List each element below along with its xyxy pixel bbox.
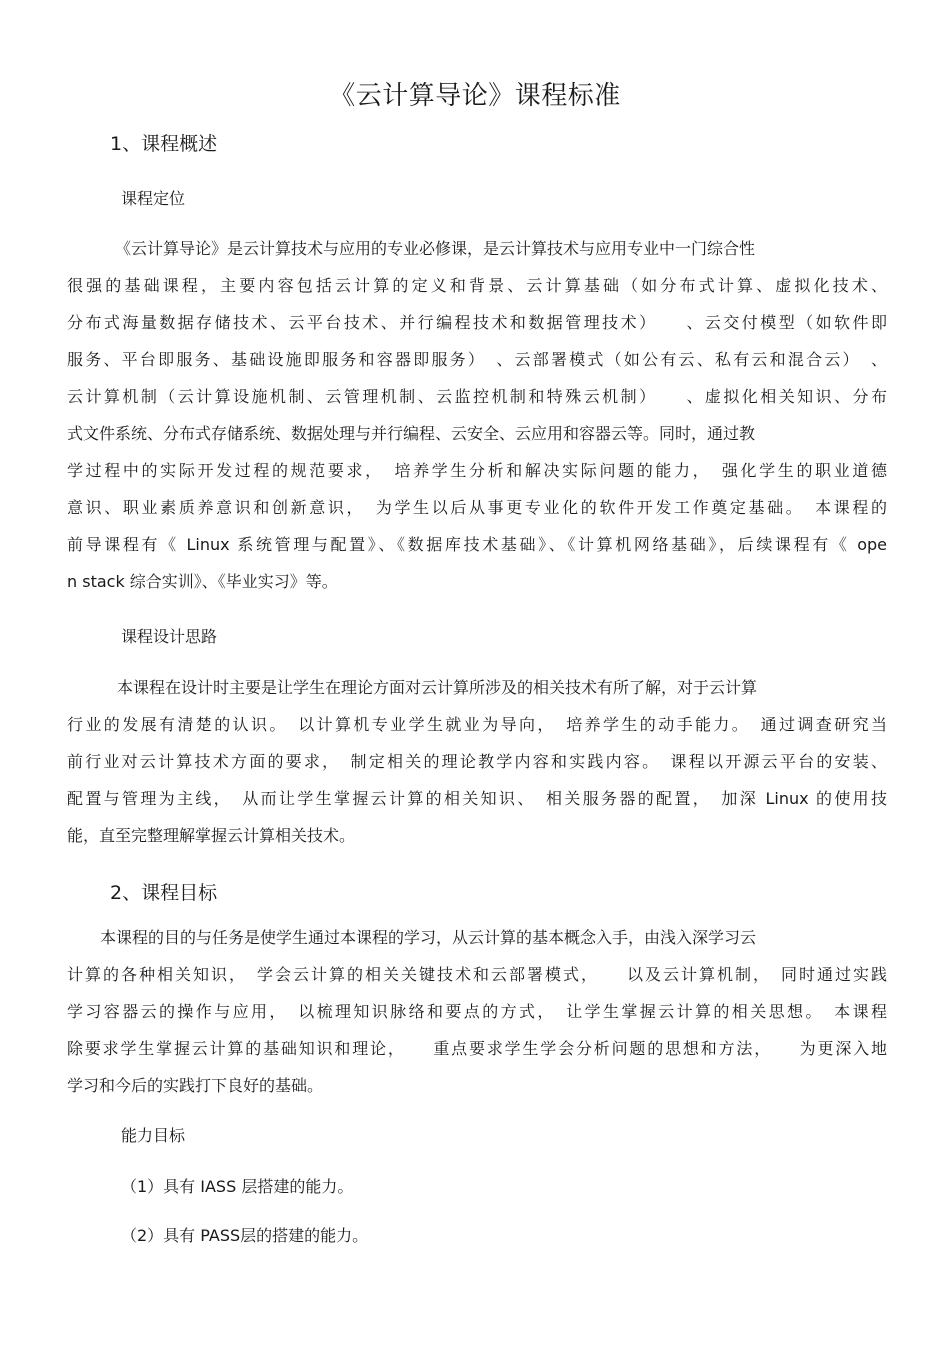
ability-goal-item: （2）具有 PASS层的搭建的能力。 [121, 1226, 369, 1245]
paragraph-line: n stack 综合实训》、《毕业实习》等。 [67, 572, 338, 591]
section-heading-course-overview: 1、课程概述 [110, 133, 218, 155]
subsection-heading-course-positioning: 课程定位 [121, 189, 186, 208]
paragraph-line: 学习和今后的实践打下良好的基础。 [67, 1076, 324, 1095]
paragraph-line: 很强的基础课程，主要内容包括云计算的定义和背景、云计算基础（如分布式计算、虚拟化技术、 [67, 276, 887, 295]
paragraph-line: 《云计算导论》是云计算技术与应用的专业必修课，是云计算技术与应用专业中一门综合性 [115, 239, 756, 258]
paragraph-line: 除要求学生掌握云计算的基础知识和理论， 重点要求学生学会分析问题的思想和方法， 为更深入地 [67, 1039, 887, 1058]
ability-goal-item: （1）具有 IASS 层搭建的能力。 [121, 1177, 354, 1196]
paragraph-line: 意识、职业素质养意识和创新意识， 为学生以后从事更专业化的软件开发工作奠定基础。 本课程的 [67, 498, 887, 517]
paragraph-line: 云计算机制（云计算设施机制、云管理机制、云监控机制和特殊云机制） 、虚拟化相关知识、分布 [67, 387, 887, 406]
paragraph-line: 学过程中的实际开发过程的规范要求， 培养学生分析和解决实际问题的能力， 强化学生的职业道德 [67, 461, 887, 480]
paragraph-line: 行业的发展有清楚的认识。 以计算机专业学生就业为导向， 培养学生的动手能力。 通过调查研究当 [67, 715, 887, 734]
paragraph-line: 计算的各种相关知识， 学会云计算的相关关键技术和云部署模式， 以及云计算机制， 同时通过实践 [67, 965, 887, 984]
paragraph-line: 学习容器云的操作与应用， 以梳理知识脉络和要点的方式， 让学生掌握云计算的相关思想。 本课程 [67, 1002, 887, 1021]
paragraph-line: 本课程的目的与任务是使学生通过本课程的学习，从云计算的基本概念入手，由浅入深学习云 [100, 928, 757, 947]
paragraph-course-objectives [67, 919, 887, 1104]
section-heading-course-objectives: 2、课程目标 [110, 882, 218, 904]
paragraph-course-positioning [67, 230, 887, 600]
paragraph-line: 前行业对云计算技术方面的要求， 制定相关的理论教学内容和实践内容。 课程以开源云平台的安装、 [67, 752, 887, 771]
paragraph-line: 配置与管理为主线， 从而让学生掌握云计算的相关知识、 相关服务器的配置， 加深 Linux 的使用技 [67, 789, 887, 808]
subsection-heading-design-ideas: 课程设计思路 [121, 627, 218, 646]
paragraph-line: 前导课程有《 Linux 系统管理与配置》、《数据库技术基础》、《计算机网络基础》，后续课程有《 ope [67, 535, 887, 554]
paragraph-design-ideas [67, 669, 887, 854]
paragraph-line: 能，直至完整理解掌握云计算相关技术。 [67, 826, 356, 845]
paragraph-line: 式文件系统、分布式存储系统、数据处理与并行编程、云安全、云应用和容器云等。同时，通过教 [67, 424, 756, 443]
subsection-heading-ability-goals: 能力目标 [121, 1126, 186, 1145]
paragraph-line: 分布式海量数据存储技术、云平台技术、并行编程技术和数据管理技术） 、云交付模型（如软件即 [67, 313, 887, 332]
paragraph-line: 本课程在设计时主要是让学生在理论方面对云计算所涉及的相关技术有所了解，对于云计算 [117, 678, 758, 697]
paragraph-line: 服务、平台即服务、基础设施即服务和容器即服务） 、云部署模式（如公有云、私有云和混合云） 、 [67, 350, 887, 369]
document-title: 《云计算导论》课程标准 [329, 81, 621, 111]
